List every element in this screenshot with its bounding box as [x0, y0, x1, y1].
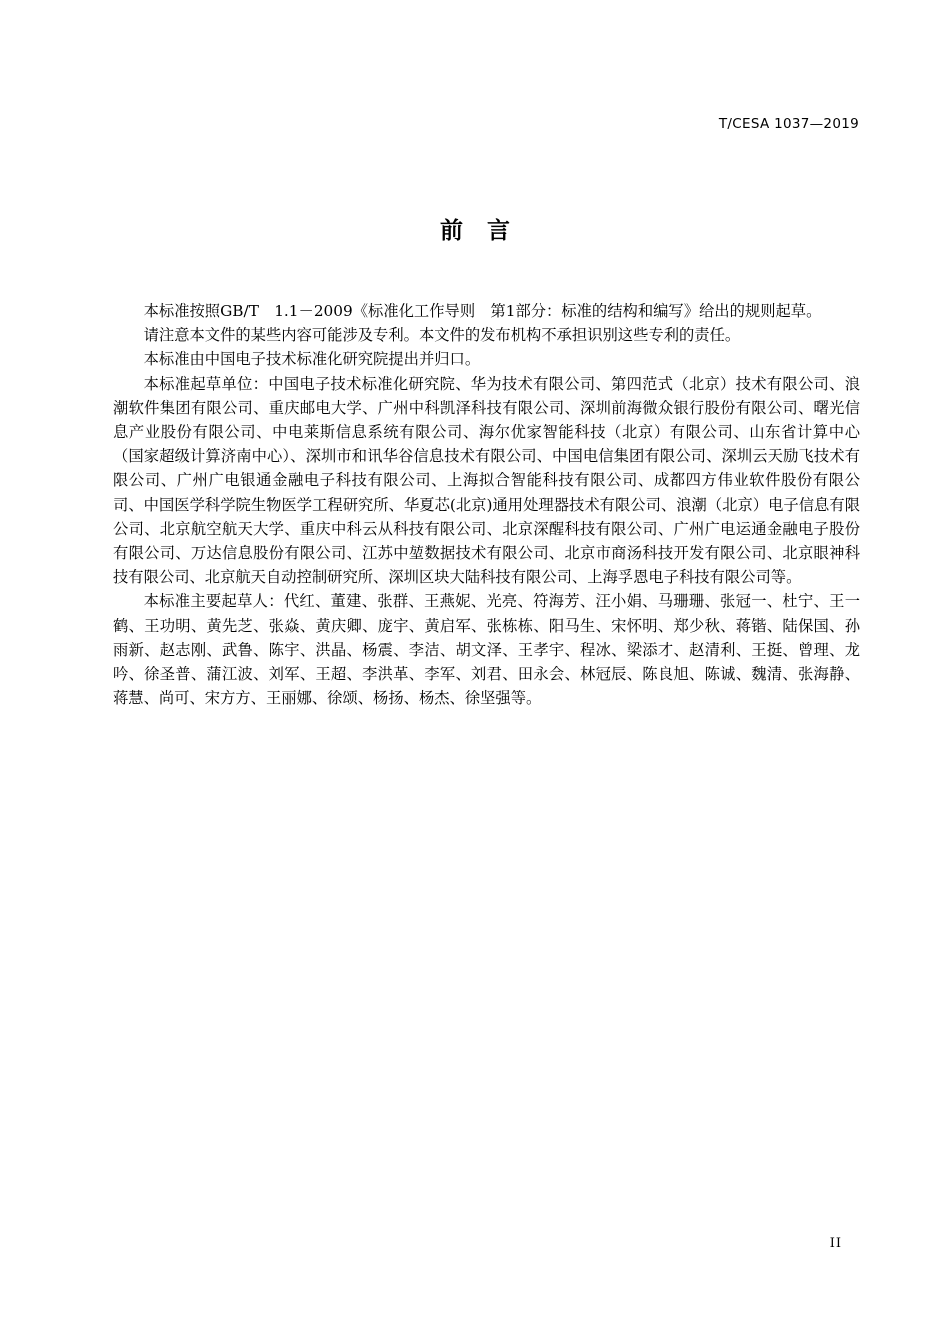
foreword-body — [113, 299, 860, 710]
page-title: 前言 — [440, 218, 534, 244]
paragraph-drafting-rules: 本标准按照GB/T 1.1－2009《标准化工作导则 第1部分：标准的结构和编写》给出的规则起草。 — [143, 302, 822, 320]
paragraph-proposer: 本标准由中国电子技术标准化研究院提出并归口。 — [143, 350, 481, 369]
page-number: II — [829, 1236, 842, 1251]
paragraph-drafting-units: 本标准起草单位：中国电子技术标准化研究院、华为技术有限公司、第四范式（北京）技术有限公司、浪潮软件集团有限公司、重庆邮电大学、广州中科凯泽科技有限公司、深圳前海微众银行股份有限公司、曙光信息产业股份有限公司、中电莱斯信息系统有限公司、海尔优家智能科技（北京）有限公司、山东省计算中心（国家超级计算济南中心）、深圳市和讯华谷信息技术有限公司、中国电信集团有限公司、深圳云天励飞技术有限公司、广州广电银通金融电子科技有限公司、上海拟合智能科技有限公司、成都四方伟业软件股份有限公司、中国医学科学院生物医学工程研究所、华夏芯(北京)通用处理器技术有限公司、浪潮（北京）电子信息有限公司、北京航空航天大学、重庆中科云从科技有限公司、北京深醒科技有限公司、广州广电运通金融电子股份有限公司、万达信息股份有限公司、江苏中堃数据技术有限公司、北京市商汤科技开发有限公司、北京眼神科技有限公司、北京航天自动控制研究所、深圳区块大陆科技有限公司、上海孚恩电子科技有限公司等。 — [113, 374, 860, 587]
document-code: T/CESA 1037—2019 — [718, 116, 859, 132]
paragraph-drafters: 本标准主要起草人：代红、董建、张群、王燕妮、光亮、符海芳、汪小娟、马珊珊、张冠一、杜宁、王一鹤、王功明、黄先芝、张焱、黄庆卿、庞宇、黄启军、张栋栋、阳马生、宋怀明、郑少秋、蒋锴、陆保国、孙雨新、赵志刚、武鲁、陈宇、洪晶、杨震、李洁、胡文泽、王孝宇、程冰、梁添才、赵清利、王挺、曾理、龙吟、徐圣普、蒲江波、刘军、王超、李洪革、李军、刘君、田永会、林冠辰、陈良旭、陈诚、魏清、张海静、蒋慧、尚可、宋方方、王丽娜、徐颂、杨扬、杨杰、徐坚强等。 — [113, 592, 860, 708]
paragraph-patent-notice: 请注意本文件的某些内容可能涉及专利。本文件的发布机构不承担识别这些专利的责任。 — [143, 326, 741, 345]
